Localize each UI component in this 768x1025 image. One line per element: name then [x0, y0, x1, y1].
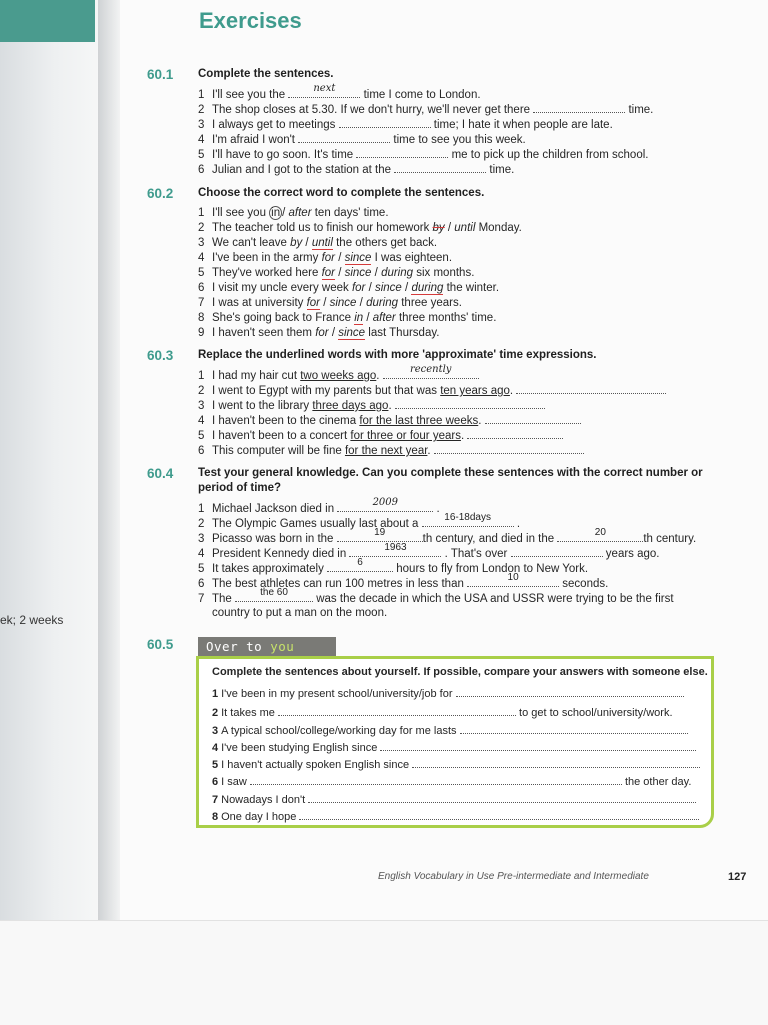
word-choice[interactable]: after — [288, 207, 312, 219]
word-choice[interactable]: by — [290, 237, 303, 249]
answer-blank[interactable] — [339, 117, 431, 128]
word-choice[interactable]: during — [381, 267, 414, 279]
sentence: 3 I always get to meetings time; I hate it when people are late. — [198, 119, 613, 131]
answer-blank[interactable] — [356, 147, 448, 158]
answer-blank[interactable]: 10 — [467, 576, 559, 587]
answer-blank[interactable] — [394, 162, 486, 173]
exercise-number: 60.2 — [147, 186, 174, 201]
answer-blank[interactable] — [278, 705, 516, 716]
personal-sentence: 5 I haven't actually spoken English since — [212, 757, 700, 772]
sentence: 1 I'll see you in / after ten days' time. — [198, 207, 389, 219]
exercise-number: 60.1 — [147, 67, 174, 82]
sentence: 4 I'm afraid I won't time to see you this week. — [198, 134, 526, 146]
answer-blank[interactable]: 19 — [337, 531, 423, 542]
word-choice[interactable]: in — [271, 207, 281, 219]
answer-blank[interactable]: 20 — [557, 531, 643, 542]
word-choice[interactable]: in — [354, 312, 364, 324]
word-choice[interactable]: after — [372, 312, 396, 324]
word-choice[interactable]: since — [344, 267, 372, 279]
exercise-number: 60.3 — [147, 348, 174, 363]
page-number: 127 — [728, 871, 747, 883]
sentence: 1 I had my hair cut two weeks ago. recently — [198, 368, 666, 383]
answer-blank[interactable] — [456, 686, 684, 697]
personal-sentence: 8 One day I hope — [212, 809, 699, 824]
exercise-number: 60.4 — [147, 466, 174, 481]
exercise-number: 60.5 — [147, 637, 174, 652]
personal-sentence: 4 I've been studying English since — [212, 740, 696, 755]
word-choice[interactable]: until — [311, 237, 333, 249]
word-choice[interactable]: during — [366, 297, 399, 309]
sentence: 4 I've been in the army for / since I was eighteen. — [198, 252, 453, 264]
over-to-you-tag: Over to you — [198, 637, 336, 656]
answer-blank[interactable]: 1963 — [349, 546, 441, 557]
answer-blank[interactable] — [533, 102, 625, 113]
previous-page-text: ek; 2 weeks — [0, 613, 64, 627]
sentence: 7 The the 60 was the decade in which the USA and USSR were trying to be the first — [198, 587, 674, 605]
sentence: 5 I'll have to go soon. It's time me to pick up the children from school. — [198, 149, 649, 161]
answer-blank[interactable]: the 60 — [235, 591, 313, 602]
exercise-instructions: Replace the underlined words with more 'approximate' time expressions. — [198, 349, 597, 361]
word-choice[interactable]: since — [338, 327, 366, 339]
personal-sentence: 3 A typical school/college/working day for me lasts — [212, 723, 688, 738]
sentence: 2 The shop closes at 5.30. If we don't hurry, we'll never get there time. — [198, 104, 654, 116]
sentence: 1 I'll see you the next time I come to London. — [198, 83, 481, 101]
exercise-instructions: Complete the sentences about yourself. If possible, compare your answers with someone else. — [212, 666, 708, 678]
answer-blank[interactable] — [511, 546, 603, 557]
exercise-instructions: Complete the sentences. — [198, 68, 334, 80]
word-choice[interactable]: for — [306, 297, 321, 309]
sentence: 3 Picasso was born in the 19 th century, and died in the 20 th century. — [198, 527, 697, 545]
word-choice[interactable]: for — [321, 267, 336, 279]
answer-blank[interactable]: 16-18days — [422, 516, 514, 527]
sentence: 1 Michael Jackson died in 2009 . — [198, 497, 440, 515]
answer-blank[interactable] — [460, 723, 688, 734]
sentence: 9 I haven't seen them for / since last Thursday. — [198, 327, 440, 339]
answer-blank[interactable] — [250, 774, 622, 785]
sentence: 4 I haven't been to the cinema for the last three weeks. — [198, 413, 666, 428]
answer-blank[interactable]: 2009 — [337, 501, 433, 512]
answer-blank[interactable] — [516, 383, 666, 394]
sentence: 3 We can't leave by / until the others get back. — [198, 237, 438, 249]
word-choice[interactable]: since — [374, 282, 402, 294]
sentence: 6 This computer will be fine for the next year. — [198, 443, 666, 458]
word-choice[interactable]: by — [432, 222, 445, 234]
sentence: 7 I was at university for / since / during three years. — [198, 297, 462, 309]
word-choice[interactable]: since — [329, 297, 357, 309]
answer-blank[interactable]: 6 — [327, 561, 393, 572]
answer-blank[interactable] — [395, 398, 545, 409]
word-choice[interactable]: during — [411, 282, 444, 294]
sentence: 2 I went to Egypt with my parents but that was ten years ago. — [198, 383, 666, 398]
page-bottom-edge — [0, 920, 768, 1025]
book-gutter — [98, 0, 120, 920]
answer-blank[interactable] — [298, 132, 390, 143]
sentence: 8 She's going back to France in / after three months' time. — [198, 312, 497, 324]
sentence: 5 They've worked here for / since / during six months. — [198, 267, 475, 279]
word-choice[interactable]: since — [344, 252, 372, 264]
sentence: 6 The best athletes can run 100 metres in less than 10 seconds. — [198, 572, 609, 590]
previous-page-tab — [0, 0, 95, 42]
sentence: 5 It takes approximately 6 hours to fly from London to New York. — [198, 557, 589, 575]
answer-blank[interactable]: next — [288, 87, 360, 98]
answer-blank[interactable] — [299, 809, 699, 820]
sentence-continuation: country to put a man on the moon. — [212, 607, 388, 619]
exercise-instructions: Test your general knowledge. Can you complete these sentences with the correct number or period of time? — [198, 467, 703, 494]
book-title-footer: English Vocabulary in Use Pre-intermediate and Intermediate — [378, 871, 649, 882]
sentence: 5 I haven't been to a concert for three or four years. — [198, 428, 666, 443]
personal-sentence: 1 I've been in my present school/university/job for — [212, 686, 684, 701]
word-choice[interactable]: for — [315, 327, 329, 339]
exercise-instructions: Choose the correct word to complete the sentences. — [198, 187, 485, 199]
sentence: 3 I went to the library three days ago. — [198, 398, 666, 413]
sentence: 6 Julian and I got to the station at the time. — [198, 164, 515, 176]
over-to-you-box — [196, 656, 714, 828]
answer-blank[interactable]: recently — [383, 368, 479, 379]
personal-sentence: 7 Nowadays I don't — [212, 792, 696, 807]
sentence: 6 I visit my uncle every week for / since / during the winter. — [198, 282, 500, 294]
page-title: Exercises — [199, 8, 302, 33]
answer-blank[interactable] — [485, 413, 581, 424]
sentence: 4 President Kennedy died in 1963 . That's over years ago. — [198, 542, 660, 560]
sentence: 2 The teacher told us to finish our homework by / until Monday. — [198, 222, 522, 234]
sentence: 2 The Olympic Games usually last about a 16-18days . — [198, 512, 521, 530]
word-choice[interactable]: for — [351, 282, 366, 294]
personal-sentence: 6 I saw the other day. — [212, 776, 692, 788]
personal-sentence: 2 It takes me to get to school/university/work. — [212, 707, 673, 719]
word-choice[interactable]: for — [321, 252, 336, 264]
answer-blank[interactable] — [412, 757, 700, 768]
answer-blank[interactable] — [467, 428, 563, 439]
answer-blank[interactable] — [380, 740, 696, 751]
answer-blank[interactable] — [308, 792, 696, 803]
answer-blank[interactable] — [434, 443, 584, 454]
previous-page-edge — [0, 0, 100, 920]
word-choice[interactable]: until — [454, 222, 476, 234]
